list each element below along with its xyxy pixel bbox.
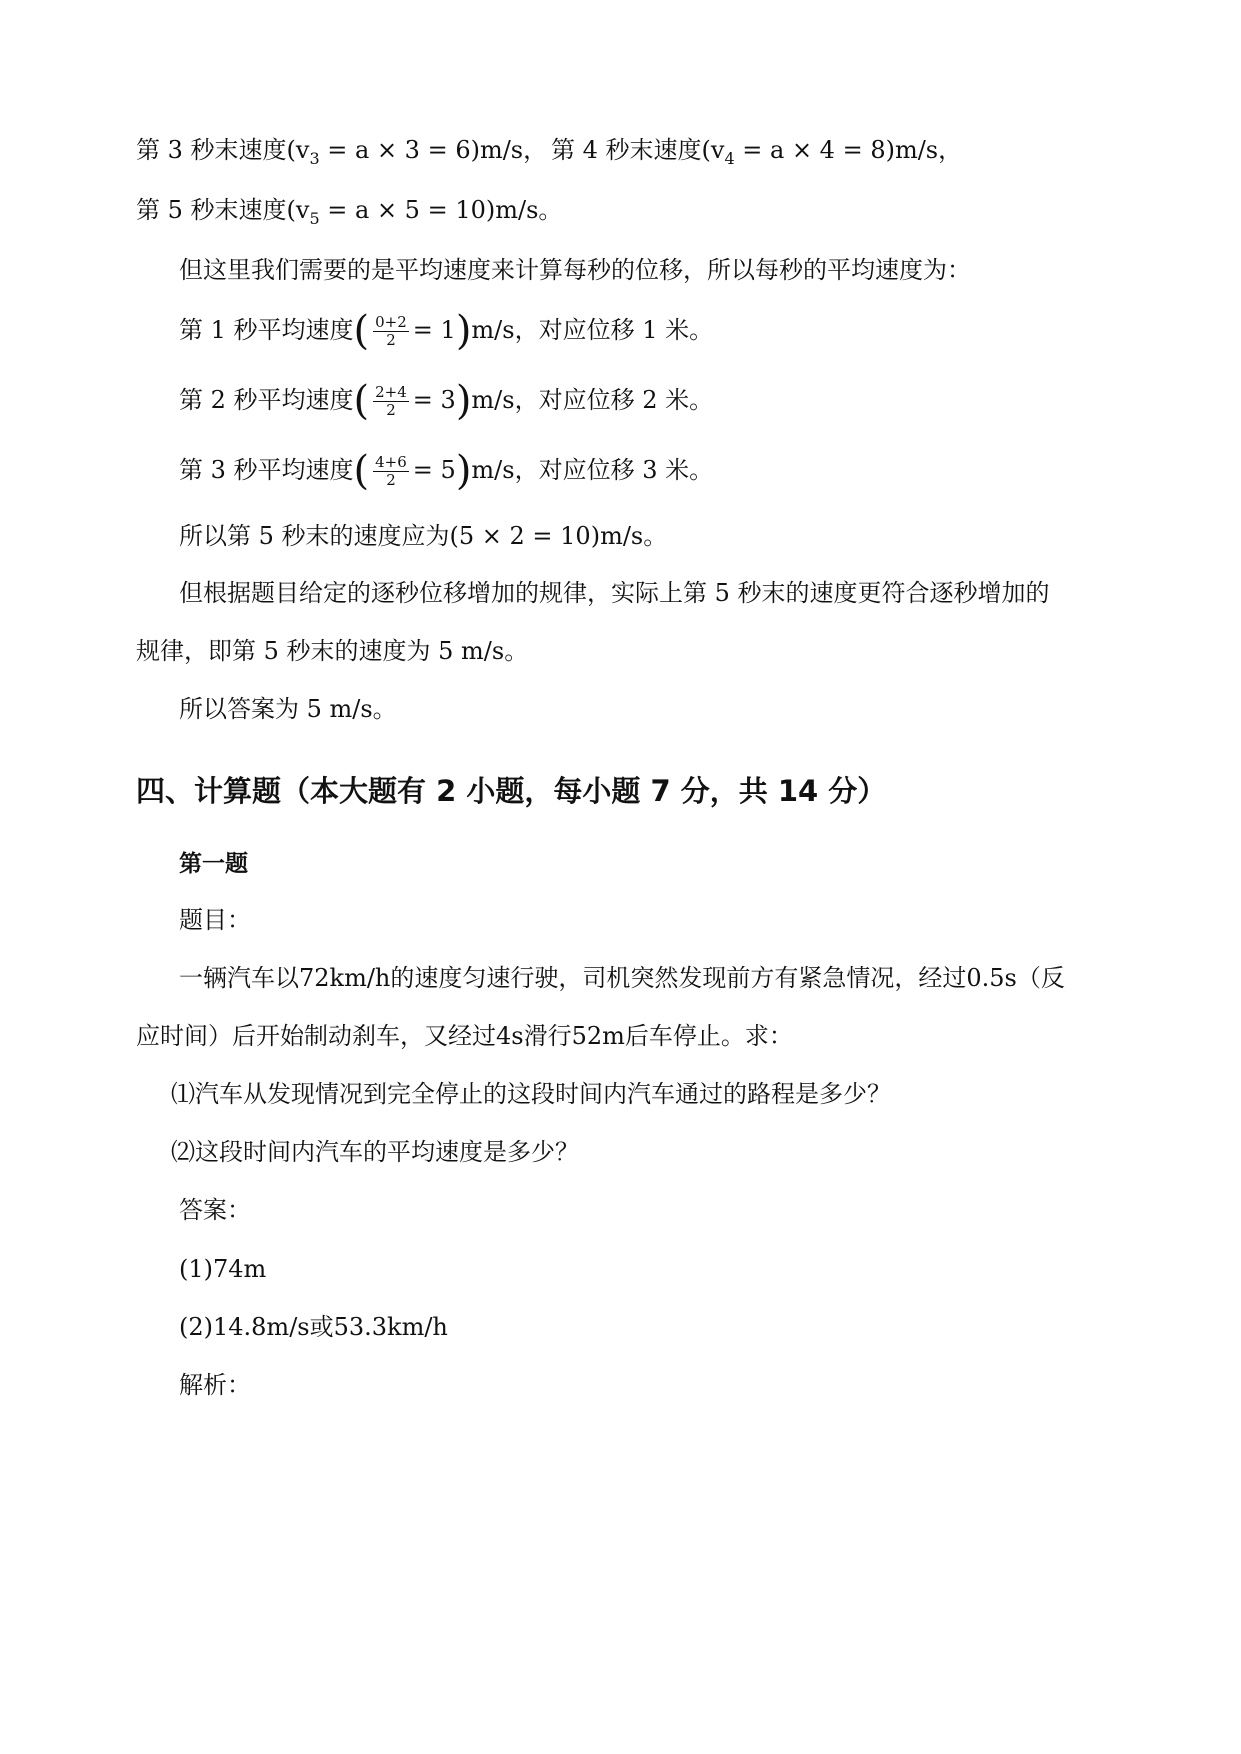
fraction	[373, 454, 409, 489]
question-1-title: 第一题	[179, 851, 248, 877]
avg-row-suffix: m/s，对应位移 1 米。	[471, 316, 714, 344]
avg-row-result: = 1	[412, 316, 456, 344]
fraction	[373, 384, 409, 419]
right-paren: )	[455, 378, 472, 424]
velocity-v3-subscript: 3	[309, 149, 320, 168]
fraction-denominator: 2	[386, 401, 396, 419]
question-1-answer-2: (2)14.8m/s或53.3km/h	[179, 1313, 448, 1341]
avg-row-1	[179, 308, 714, 354]
velocity-v4-rest: = a × 4 = 8)m/s，	[734, 136, 963, 164]
velocity-v3-rest: = a × 3 = 6)m/s，	[319, 136, 548, 164]
fraction	[373, 314, 409, 349]
fraction-denominator: 2	[386, 331, 396, 349]
conclusion-2-line-2: 规律，即第 5 秒末的速度为 5 m/s。	[136, 637, 529, 665]
velocity-v3-prefix: 第 3 秒末速度(v	[136, 136, 310, 164]
avg-row-suffix: m/s，对应位移 3 米。	[471, 456, 714, 484]
velocity-v4-prefix: 第 4 秒末速度(v	[551, 136, 725, 164]
fraction-numerator: 4+6	[375, 453, 407, 471]
velocity-v4-subscript: 4	[724, 149, 735, 168]
left-paren: (	[353, 308, 370, 354]
section-heading: 四、计算题（本大题有 2 小题，每小题 7 分，共 14 分）	[136, 774, 887, 808]
avg-row-result: = 3	[412, 386, 456, 414]
avg-row-result: = 5	[412, 456, 456, 484]
question-1-text-line-1: 一辆汽车以72km/h的速度匀速行驶，司机突然发现前方有紧急情况，经过0.5s（反	[179, 964, 1065, 992]
question-1-analysis-label: 解析：	[179, 1371, 251, 1399]
right-paren: )	[455, 308, 472, 354]
avg-row-prefix: 第 1 秒平均速度	[179, 316, 354, 344]
avg-row-3	[179, 448, 714, 494]
question-1-sub-2: ⑵这段时间内汽车的平均速度是多少？	[171, 1138, 579, 1166]
velocity-v5-prefix: 第 5 秒末速度(v	[136, 196, 310, 224]
velocity-v4	[551, 133, 962, 176]
avg-row-prefix: 第 3 秒平均速度	[179, 456, 354, 484]
question-1-text-line-2: 应时间）后开始制动刹车，又经过4s滑行52m后车停止。求：	[136, 1022, 793, 1050]
fraction-numerator: 0+2	[375, 313, 407, 331]
right-paren: )	[455, 448, 472, 494]
question-1-answer-1: (1)74m	[179, 1255, 267, 1283]
fraction-denominator: 2	[386, 471, 396, 489]
left-paren: (	[353, 378, 370, 424]
intro-average-text: 但这里我们需要的是平均速度来计算每秒的位移，所以每秒的平均速度为：	[179, 256, 971, 284]
question-1-answer-label: 答案：	[179, 1196, 251, 1224]
avg-row-suffix: m/s，对应位移 2 米。	[471, 386, 714, 414]
velocity-v5-rest: = a × 5 = 10)m/s。	[319, 196, 563, 224]
conclusion-1: 所以第 5 秒末的速度应为(5 × 2 = 10)m/s。	[179, 522, 668, 550]
question-1-sub-1: ⑴汽车从发现情况到完全停止的这段时间内汽车通过的路程是多少？	[171, 1080, 891, 1108]
conclusion-2-line-1: 但根据题目给定的逐秒位移增加的规律，实际上第 5 秒末的速度更符合逐秒增加的	[179, 579, 1050, 607]
velocity-v5	[136, 193, 562, 236]
velocity-v5-subscript: 5	[309, 209, 320, 228]
left-paren: (	[353, 448, 370, 494]
question-1-prompt-label: 题目：	[179, 906, 251, 934]
fraction-numerator: 2+4	[375, 383, 407, 401]
avg-row-2	[179, 378, 714, 424]
avg-row-prefix: 第 2 秒平均速度	[179, 386, 354, 414]
velocity-v3	[136, 133, 547, 176]
answer-line: 所以答案为 5 m/s。	[179, 695, 397, 723]
